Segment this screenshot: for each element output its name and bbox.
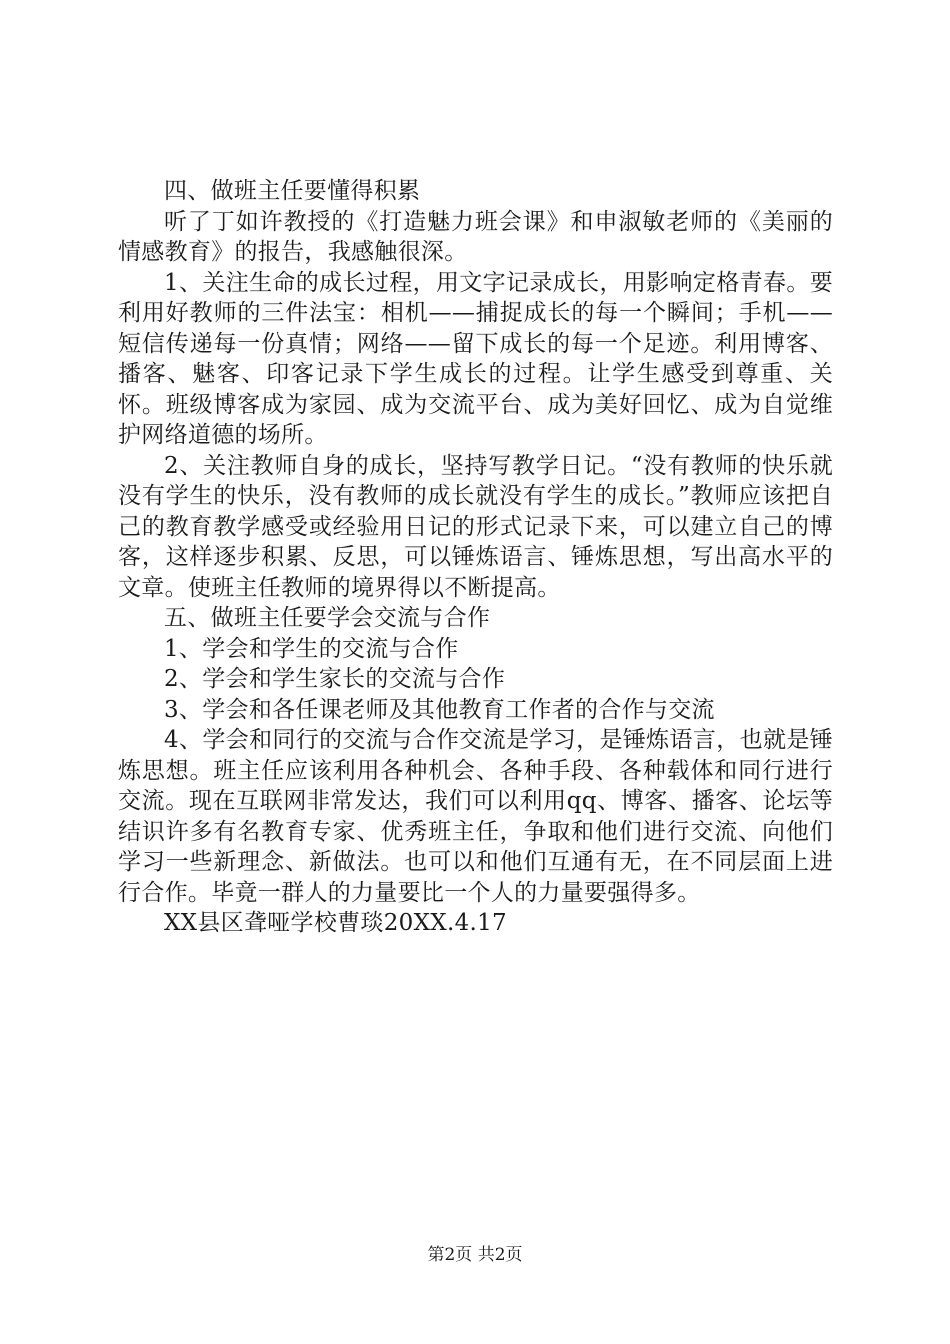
section-heading-five: 五、做班主任要学会交流与合作 bbox=[164, 605, 491, 631]
intro-paragraph: 听了丁如许教授的《打造魅力班会课》和申淑敏老师的《美丽的情感教育》的报告，我感触很深。 bbox=[118, 208, 833, 265]
list-item-three: 3、学会和各任课老师及其他教育工作者的合作与交流 bbox=[164, 696, 715, 723]
list-item-one: 1、学会和学生的交流与合作 bbox=[164, 635, 459, 662]
signature-line: XX县区聋哑学校曹琰20XX.4.17 bbox=[164, 910, 507, 936]
list-item-two: 2、学会和学生家长的交流与合作 bbox=[164, 666, 506, 692]
section-heading-four: 四、做班主任要懂得积累 bbox=[164, 178, 421, 204]
page-number-footer: 第2页 共2页 bbox=[427, 1245, 523, 1265]
point-one-paragraph: 1、关注生命的成长过程，用文字记录成长，用影响定格青春。要利用好教师的三件法宝：相机——捕捉成长的每一个瞬间；手机——短信传递每一份真情；网络——留下成长的每一个足迹。利用博客、播客、魅客、印客记录下学生成长的过程。让学生感受到尊重、关怀。班级博客成为家园、成为交流平台、成为美好回忆、成为自觉维护网络道德的场所。 bbox=[118, 269, 833, 448]
point-two-paragraph: 2、关注教师自身的成长，坚持写教学日记。“没有教师的快乐就没有学生的快乐，没有教师的成长就没有学生的成长。”教师应该把自己的教育教学感受或经验用日记的形式记录下来，可以建立自己的博客，这样逐步积累、反思，可以锤炼语言、锤炼思想，写出高水平的文章。使班主任教师的境界得以不断提高。 bbox=[118, 452, 833, 601]
list-item-four-paragraph: 4、学会和同行的交流与合作交流是学习，是锤炼语言，也就是锤炼思想。班主任应该利用各种机会、各种手段、各种载体和同行进行交流。现在互联网非常发达，我们可以利用qq、博客、播客、论坛等结识许多有名教育专家、优秀班主任，争取和他们进行交流、向他们学习一些新理念、新做法。也可以和他们互通有无，在不同层面上进行合作。毕竟一群人的力量要比一个人的力量要强得多。 bbox=[118, 727, 833, 906]
document-body bbox=[118, 176, 833, 939]
